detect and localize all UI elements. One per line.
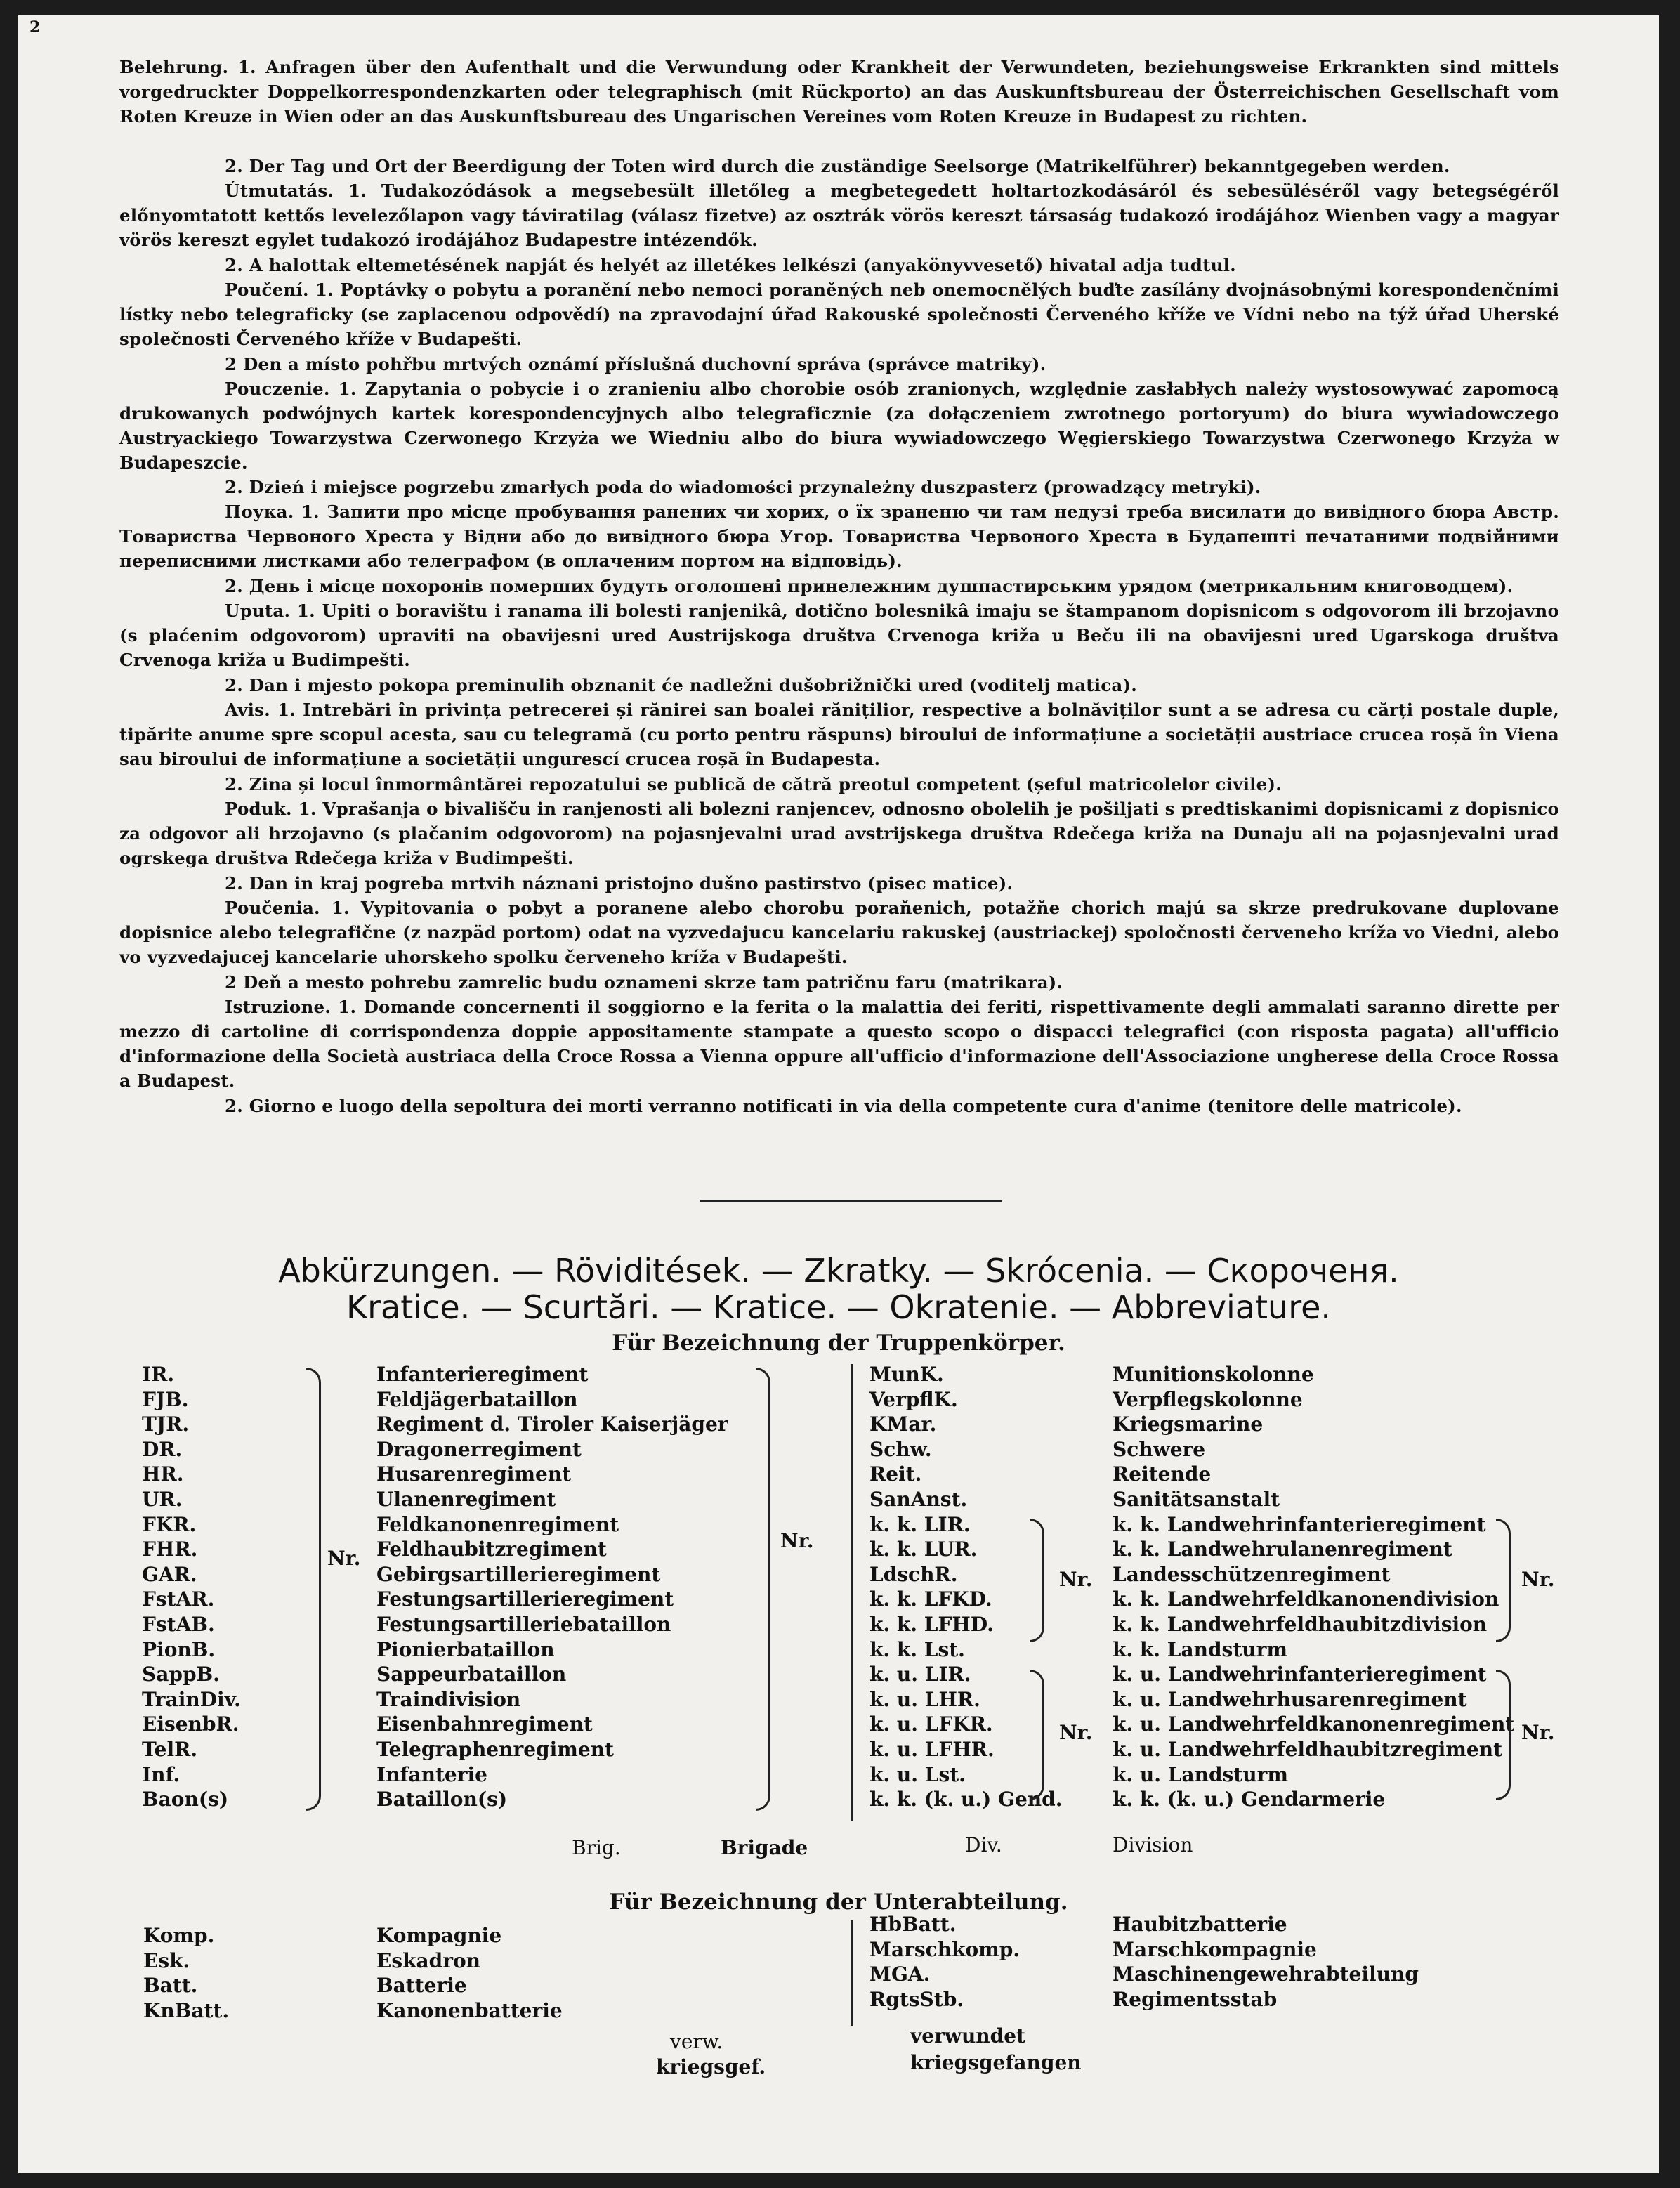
abbr: Baon(s): [142, 1788, 229, 1812]
instruction-cz-1: Poučení. 1. Poptávky o pobytu a poranění nebo nemoci poraněných neb onemocnělých buďte zasílány dvojnásobnými korespondenčními lístky nebo telegraficky (se zaplacenou odpovědí) na zpravodajní úřad Rakouské společnosti Červeného kříže ve Vídni nebo na týž úřad Uherské společnosti Červeného kříže v Budapešti.: [119, 280, 1559, 349]
full: k. k. Landwehrfeldhaubitzdivision: [1113, 1612, 1488, 1636]
separator-rule: [700, 1200, 1002, 1202]
instruction-hr-1: Uputa. 1. Upiti o boravištu i ranama ili bolesti ranjenikâ, dotično bolesnikâ imaju se štampanom dopisnicom s odgovorom ili brzojavno (s plaćenim odgovorom) upraviti na obavijesni ured Austrijskoga društva Crvenoga križa u Beču ili na obavijesni ured Ugarskoga društva Crvenoga križa u Budimpešti.: [119, 601, 1559, 670]
full: Batterie: [376, 1974, 467, 1998]
instruction-pl-1: Pouczenie. 1. Zapytania o pobycie i o zranieniu albo chorobie osób zranionych, względnie zasłabłych należy wystosowywać zapomocą drukowanych podwójnych kartek korespondencyjnych albo telegraficznie (za dołączeniem zwrotnego portoryum) do biura wywiadowczego Austryackiego Towarzystwa Czerwonego Krzyża we Wiedniu albo do biura wywiadowczego Węgierskiego Towarzystwa Czerwonego Krzyża w Budapeszcie.: [119, 379, 1559, 473]
instruction-sl-1: Poduk. 1. Vprašanja o bivališču in ranjenosti ali bolezni ranjencev, odnosno obolelih je pošiljati s predtiskanimi dopisnicami z dopisnico za odgovor ali hrzojavno (s plačanim odgovorom) na pojasnjevalni urad avstrijskega društva Rdečega križa na Dunaju ali na pojasnjevalni urad ogrskega društva Rdečega križa v Budimpešti.: [119, 799, 1559, 868]
abbr: Batt.: [143, 1974, 198, 1998]
abbr: VerpflK.: [869, 1387, 958, 1411]
abbr: Schw.: [869, 1437, 932, 1461]
abbr: TelR.: [142, 1737, 198, 1761]
abbr: UR.: [142, 1487, 183, 1511]
full: k. k. Landwehrinfanterieregiment: [1113, 1512, 1486, 1536]
instruction-de-2: 2. Der Tag und Ort der Beerdigung der Toten wird durch die zuständige Seelsorge (Matrikelführer) bekanntgegeben werden.: [225, 156, 1450, 176]
instruction-it-2: 2. Giorno e luogo della sepoltura dei morti verranno notificati in via della competente cura d'anime (tenitore delle matricole).: [225, 1096, 1462, 1116]
right-inner-nr-kk: Nr.: [1059, 1568, 1093, 1591]
abbr: Esk.: [143, 1948, 190, 1972]
abbr: KMar.: [869, 1413, 937, 1436]
instruction-sl-2: 2. Dan in kraj pogreba mrtvih náznani pristojno dušno pastirstvo (pisec matice).: [225, 873, 1013, 893]
full: Infanterie: [376, 1762, 487, 1786]
instruction-uk-2: 2. День і місце похоронів померших будуть оголошені принележним душпастирським урядом (метрикальним книговодцем).: [225, 576, 1514, 596]
abbr: SappB.: [142, 1663, 220, 1686]
sub-left-fullname-column: [376, 1923, 563, 2023]
full: Infanterieregiment: [376, 1363, 589, 1386]
instruction-it-1: Istruzione. 1. Domande concernenti il soggiorno e la ferita o la malattia dei feriti, rispettivamente degli ammalati saranno dirette per mezzo di cartoline di corrispondenza doppie appositamente stampate a questo scopo o dispacci telegrafici (con risposta pagata) all'ufficio d'informazione della Società austriaca della Croce Rossa a Vienna oppure all'ufficio d'informazione dell'Associazione ungherese della Croce Rossa a Budapest.: [119, 997, 1559, 1091]
right-outer-bracket-kk: [1496, 1519, 1511, 1642]
abbr: k. k. Lst.: [869, 1637, 965, 1661]
instruction-uk-1: Поука. 1. Запити про місце пробування ранених чи хорих, о їх зраненю чи там недузі треба висилати до вивідного бюра Австр. Товариства Червоного Хреста у Відни або до вивідного бюра Угор. Товариства Червоного Хреста в Будапешті печатаними подвійними переписними листками або телеграфом (в оплаченим портом на відповідь).: [119, 502, 1559, 571]
instruction-cz-2: 2 Den a místo pohřbu mrtvých oznámí příslušná duchovní správa (správce matriky).: [225, 354, 1046, 374]
left-nr-label: Nr.: [327, 1547, 361, 1570]
div-abbr: Div.: [965, 1833, 1002, 1856]
full: k. k. Landsturm: [1113, 1637, 1287, 1661]
full: k. u. Landwehrhusarenregiment: [1113, 1687, 1467, 1711]
full: Regiment d. Tiroler Kaiserjäger: [376, 1413, 728, 1436]
full: Schwere: [1113, 1437, 1206, 1461]
sub-left-abbreviation-column: [143, 1923, 229, 2023]
full: Eskadron: [376, 1948, 481, 1972]
full: Eisenbahnregiment: [376, 1712, 593, 1736]
abbr: MunK.: [869, 1363, 944, 1386]
sub-right-fullname-column: [1113, 1912, 1419, 2012]
abbr: Marschkomp.: [869, 1937, 1021, 1961]
full: Festungsartillerieregiment: [376, 1587, 674, 1611]
full: k. u. Landwehrfeldhaubitzregiment: [1113, 1737, 1503, 1761]
abbr: FKR.: [142, 1512, 197, 1536]
left-fullname-column: [376, 1362, 728, 1812]
abbr: k. u. LFHR.: [869, 1737, 995, 1761]
verw-abbr: verw.: [670, 2030, 723, 2053]
full: Sappeurbataillon: [376, 1663, 567, 1686]
abbr: Reit.: [869, 1462, 922, 1486]
abbr: HR.: [142, 1462, 184, 1486]
full: Kriegsmarine: [1113, 1413, 1264, 1436]
full: Verpflegskolonne: [1113, 1387, 1303, 1411]
instruction-sk-2: 2 Deň a mesto pohrebu zamrelic budu oznameni skrze tam patričnu faru (matrikara).: [225, 972, 1063, 993]
right-outer-bracket-ku: [1496, 1670, 1511, 1800]
kgef-abbr: kriegsgef.: [656, 2055, 766, 2078]
abbr: FJB.: [142, 1387, 189, 1411]
brig-abbr: Brig.: [572, 1836, 621, 1859]
full: Maschinengewehrabteilung: [1113, 1963, 1419, 1986]
abbr: Komp.: [143, 1924, 215, 1947]
section-troop-units-title: Für Bezeichnung der Truppenkörper.: [612, 1330, 1065, 1356]
right-fullname-column: [1113, 1362, 1514, 1812]
document-page: [18, 15, 1659, 2173]
kgef-full: kriegsgefangen: [910, 2051, 1082, 2074]
full: Festungsartilleriebataillon: [376, 1612, 671, 1636]
right-inner-bracket-kk: [1030, 1519, 1044, 1642]
abbr: k. u. LFKR.: [869, 1712, 993, 1736]
abbr: k. u. LIR.: [869, 1663, 971, 1686]
full: Pionierbataillon: [376, 1637, 555, 1661]
full: k. u. Landsturm: [1113, 1762, 1288, 1786]
abbr: k. k. LFHD.: [869, 1612, 994, 1636]
abbr: TrainDiv.: [142, 1687, 241, 1711]
instruction-ro-2: 2. Zina și locul înmormântărei repozatului se publică de cătră preotul competent (șeful matricolelor civile).: [225, 774, 1282, 794]
full: k. u. Landwehrinfanterieregiment: [1113, 1663, 1487, 1686]
abbr: EisenbR.: [142, 1712, 239, 1736]
abbr: PionB.: [142, 1637, 216, 1661]
instruction-sk-1: Poučenia. 1. Vypitovania o pobyt a poranene alebo chorobu poraňenich, potažňe chorich majú sa skrze predrukovane duplovane dopisnice alebo telegrafične (z nazpäd portom) odat na vyzvedajucu kancelariu rakuskej (austriackej) spoločnosti červeneho kríža vo Viedni, alebo vo vyzvedajucej kancelarie uhorskeho spolku červeneho kríža v Budapešti.: [119, 898, 1559, 967]
abbr: k. k. (k. u.) Gend.: [869, 1788, 1063, 1812]
full: Bataillon(s): [376, 1788, 508, 1812]
instruction-de-1: Belehrung. 1. Anfragen über den Aufenthalt und die Verwundung oder Krankheit der Verwundeten, beziehungsweise Erkrankten sind mittels vorgedruckter Doppelkorrespondenzkarten oder telegraphisch (mit Rückporto) an das Auskunftsbureau der Österreichischen Gesellschaft vom Roten Kreuze in Wien oder an das Auskunftsbureau des Ungarischen Vereines vom Roten Kreuze in Budapest zu richten.: [119, 57, 1559, 126]
full: k. k. Landwehrulanenregiment: [1113, 1538, 1452, 1561]
div-full: Division: [1113, 1833, 1193, 1856]
full: Kompagnie: [376, 1924, 502, 1947]
full: Haubitzbatterie: [1113, 1913, 1287, 1936]
full: Marschkompagnie: [1113, 1937, 1317, 1961]
abbr: GAR.: [142, 1562, 197, 1586]
abbr: TJR.: [142, 1413, 190, 1436]
full: Ulanenregiment: [376, 1487, 556, 1511]
abbr: DR.: [142, 1437, 183, 1461]
full: Sanitätsanstalt: [1113, 1487, 1280, 1511]
left-abbreviation-column: [142, 1362, 241, 1812]
abbreviations-title-line-2: Kratice. — Scurtări. — Kratice. — Okratenie. — Abbreviature.: [346, 1288, 1332, 1326]
full: Traindivision: [376, 1687, 521, 1711]
full: Feldjägerbataillon: [376, 1387, 578, 1411]
abbr: LdschR.: [869, 1562, 958, 1586]
abbr: k. k. LIR.: [869, 1512, 971, 1536]
brig-full: Brigade: [721, 1836, 808, 1859]
full: Landesschützenregiment: [1113, 1562, 1391, 1586]
full: Munitionskolonne: [1113, 1363, 1314, 1386]
abbr: RgtsStb.: [869, 1987, 964, 2011]
abbr: Inf.: [142, 1762, 181, 1786]
full: Telegraphenregiment: [376, 1737, 614, 1761]
abbr: FstAB.: [142, 1612, 215, 1636]
sub-table-divider: [851, 1920, 853, 2026]
full: k. k. (k. u.) Gendarmerie: [1113, 1788, 1386, 1812]
right-outer-nr-ku: Nr.: [1521, 1721, 1555, 1744]
verw-full: verwundet: [910, 2024, 1025, 2048]
right-inner-nr-ku: Nr.: [1059, 1721, 1093, 1744]
full: Dragonerregiment: [376, 1437, 582, 1461]
middle-bracket: [756, 1368, 770, 1811]
abbr: FHR.: [142, 1538, 198, 1561]
abbr: FstAR.: [142, 1587, 215, 1611]
full: Reitende: [1113, 1462, 1212, 1486]
abbr: IR.: [142, 1363, 175, 1386]
abbr: k. u. Lst.: [869, 1762, 966, 1786]
instruction-pl-2: 2. Dzień i miejsce pogrzebu zmarłych poda do wiadomości przynależny duszpasterz (prowadzący metryki).: [225, 477, 1261, 497]
full: Husarenregiment: [376, 1462, 572, 1486]
abbr: MGA.: [869, 1963, 931, 1986]
full: Feldkanonenregiment: [376, 1512, 619, 1536]
right-inner-bracket-ku: [1030, 1670, 1044, 1800]
abbr: KnBatt.: [143, 1998, 230, 2022]
instruction-ro-1: Avis. 1. Intrebări în privința petrecerei și rănirei san boalei rănițilior, respective a bolnăviților sunt a se adresa cu cărți postale duple, tipărite anume spre scopul acesta, sau cu telegramă (cu porto pentru răspuns) biroului de informațiune a societății austriace crucea roșă în Viena sau biroului de informațiune a societății ungurescí crucea roșă în Budapesta.: [119, 700, 1559, 769]
abbreviations-title-line-1: Abkürzungen. — Röviditések. — Zkratky. — Skrócenia. — Скороченя.: [278, 1252, 1399, 1290]
full: Regimentsstab: [1113, 1987, 1278, 2011]
section-subunits-title: Für Bezeichnung der Unterabteilung.: [609, 1889, 1068, 1915]
page-number: 2: [29, 18, 41, 37]
full: Gebirgsartillerieregiment: [376, 1562, 661, 1586]
abbr: k. u. LHR.: [869, 1687, 980, 1711]
middle-nr-label: Nr.: [780, 1529, 814, 1552]
instruction-hr-2: 2. Dan i mjesto pokopa preminulih obznanit će nadležni dušobrižnički ured (voditelj matica).: [225, 675, 1137, 695]
instruction-hu-2: 2. A halottak eltemetésének napját és helyét az illetékes lelkészi (anyakönyvvesető) hivatal adja tudtul.: [225, 255, 1236, 275]
instruction-hu-1: Útmutatás. 1. Tudakozódások a megsebesült illetőleg a megbetegedett holtartozkodásáról és sebesüléséről vagy betegségéről előnyomtatott kettős levelezőlapon vagy táviratilag (válasz fizetve) az osztrák vörös kereszt társaság tudakozó irodájához Wienben vagy a magyar vörös kereszt egylet tudakozó irodájához Budapestre intézendők.: [119, 181, 1559, 250]
table-divider: [851, 1364, 853, 1821]
abbr: k. k. LUR.: [869, 1538, 978, 1561]
abbr: SanAnst.: [869, 1487, 968, 1511]
full: Feldhaubitzregiment: [376, 1538, 607, 1561]
sub-right-abbreviation-column: [869, 1912, 1020, 2012]
full: k. u. Landwehrfeldkanonenregiment: [1113, 1712, 1515, 1736]
full: k. k. Landwehrfeldkanonendivision: [1113, 1587, 1499, 1611]
abbr: k. k. LFKD.: [869, 1587, 992, 1611]
right-outer-nr-kk: Nr.: [1521, 1568, 1555, 1591]
left-bracket: [306, 1368, 321, 1811]
full: Kanonenbatterie: [376, 1998, 563, 2022]
abbr: HbBatt.: [869, 1913, 957, 1936]
